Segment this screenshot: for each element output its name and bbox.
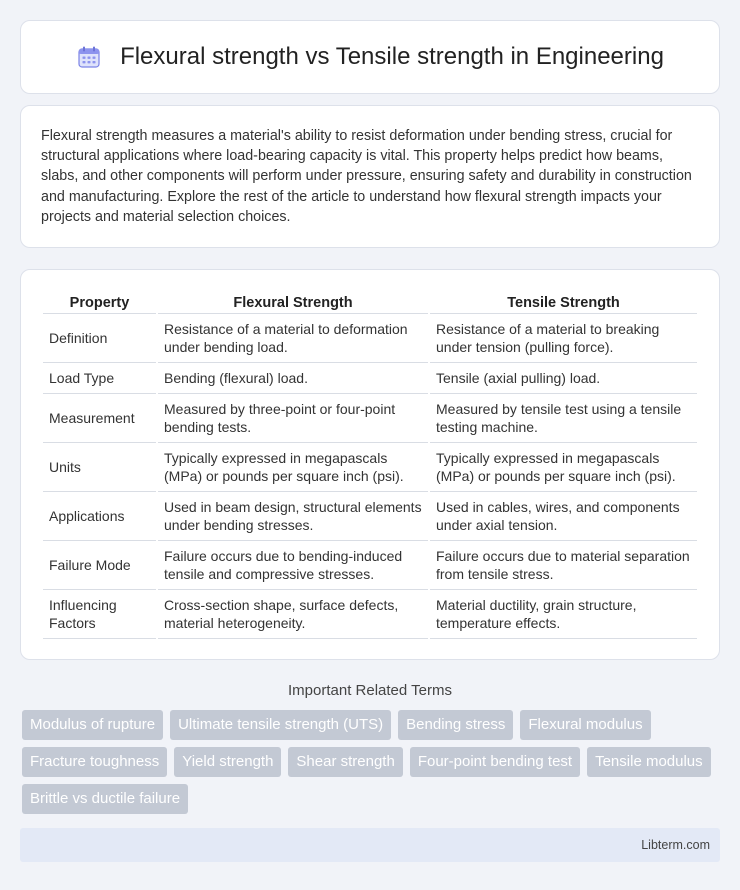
cell-property: Influencing Factors <box>43 590 156 639</box>
related-term-tag[interactable]: Four-point bending test <box>410 747 580 777</box>
table-row <box>43 394 697 443</box>
table-row <box>43 314 697 363</box>
comparison-table <box>41 292 699 639</box>
related-terms-heading: Important Related Terms <box>288 682 452 700</box>
related-term-tag[interactable]: Ultimate tensile strength (UTS) <box>170 710 391 740</box>
related-terms-list <box>22 710 718 814</box>
related-term-tag[interactable]: Shear strength <box>288 747 402 777</box>
table-row <box>43 363 697 394</box>
cell-flexural: Used in beam design, structural elements under bending stresses. <box>158 492 428 541</box>
related-term-tag[interactable]: Yield strength <box>174 747 281 777</box>
related-term-tag[interactable]: Flexural modulus <box>520 710 650 740</box>
cell-tensile: Measured by tensile test using a tensile testing machine. <box>430 394 697 443</box>
cell-flexural: Measured by three-point or four-point bending tests. <box>158 394 428 443</box>
calendar-icon <box>76 44 102 70</box>
cell-flexural: Cross-section shape, surface defects, material heterogeneity. <box>158 590 428 639</box>
title-card <box>20 20 720 94</box>
cell-tensile: Failure occurs due to material separation from tensile stress. <box>430 541 697 590</box>
table-header-row <box>43 292 697 314</box>
cell-property: Load Type <box>43 363 156 394</box>
cell-property: Units <box>43 443 156 492</box>
column-header-flexural: Flexural Strength <box>158 292 428 314</box>
related-term-tag[interactable]: Modulus of rupture <box>22 710 163 740</box>
cell-tensile: Typically expressed in megapascals (MPa) or pounds per square inch (psi). <box>430 443 697 492</box>
cell-property: Measurement <box>43 394 156 443</box>
intro-text: Flexural strength measures a material's ability to resist deformation under bending stress, crucial for structural applications where load-bearing capacity is vital. This property helps predict how beams, slabs, and other components will perform under pressure, ensuring safety and durability in construction and manufacturing. Explore the rest of the article to understand how flexural strength impacts your projects and material selection choices. <box>41 128 692 225</box>
footer-site-link[interactable]: Libterm.com <box>641 838 710 853</box>
cell-flexural: Bending (flexural) load. <box>158 363 428 394</box>
cell-property: Failure Mode <box>43 541 156 590</box>
comparison-table-card <box>20 269 720 660</box>
column-header-property: Property <box>43 292 156 314</box>
cell-flexural: Failure occurs due to bending-induced tensile and compressive stresses. <box>158 541 428 590</box>
intro-card <box>20 105 720 248</box>
table-row <box>43 443 697 492</box>
cell-tensile: Used in cables, wires, and components under axial tension. <box>430 492 697 541</box>
cell-flexural: Resistance of a material to deformation under bending load. <box>158 314 428 363</box>
footer-bar <box>20 828 720 862</box>
table-row <box>43 590 697 639</box>
cell-tensile: Tensile (axial pulling) load. <box>430 363 697 394</box>
page-title: Flexural strength vs Tensile strength in Engineering <box>120 43 664 70</box>
related-term-tag[interactable]: Fracture toughness <box>22 747 167 777</box>
column-header-tensile: Tensile Strength <box>430 292 697 314</box>
table-row <box>43 541 697 590</box>
cell-property: Definition <box>43 314 156 363</box>
cell-property: Applications <box>43 492 156 541</box>
table-row <box>43 492 697 541</box>
cell-tensile: Resistance of a material to breaking under tension (pulling force). <box>430 314 697 363</box>
related-term-tag[interactable]: Tensile modulus <box>587 747 711 777</box>
cell-tensile: Material ductility, grain structure, temperature effects. <box>430 590 697 639</box>
related-term-tag[interactable]: Bending stress <box>398 710 513 740</box>
related-term-tag[interactable]: Brittle vs ductile failure <box>22 784 188 814</box>
cell-flexural: Typically expressed in megapascals (MPa) or pounds per square inch (psi). <box>158 443 428 492</box>
